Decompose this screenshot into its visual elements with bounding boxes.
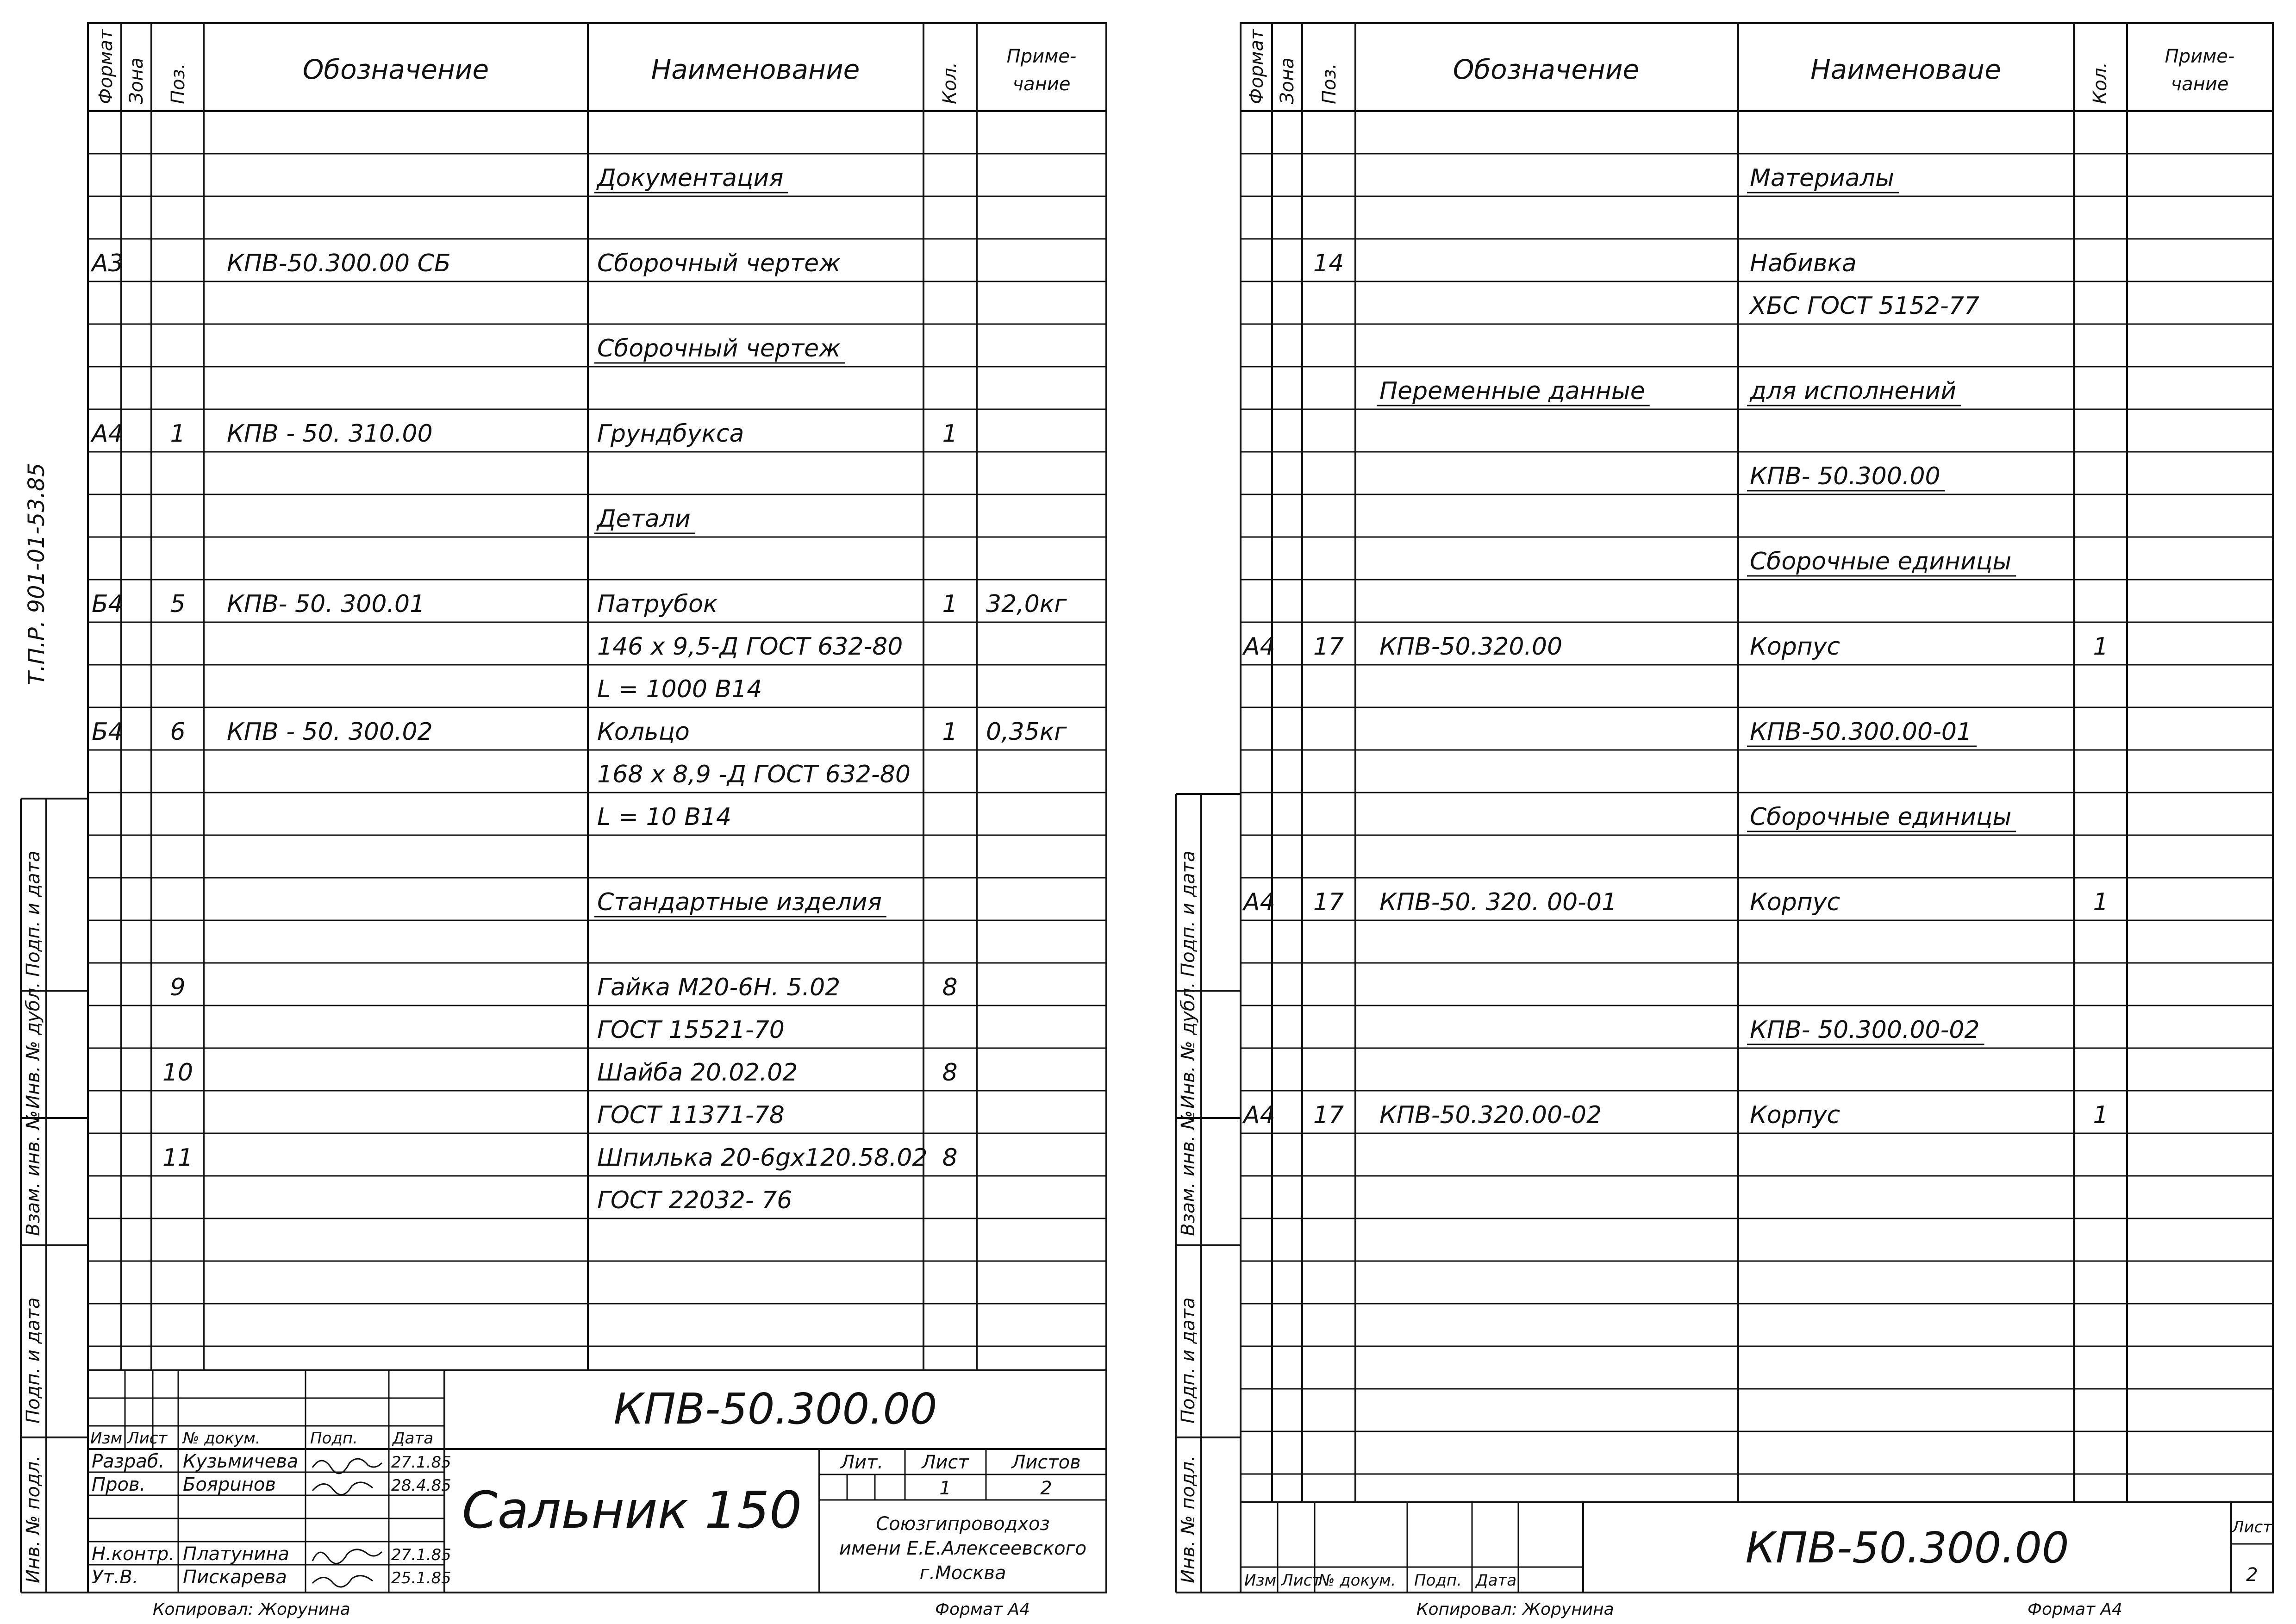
tb-date-checker: 28.4.85 (391, 1476, 451, 1495)
product-title: Сальник 150 (462, 1480, 802, 1540)
cell-section-heading: Стандартные изделия (597, 888, 882, 916)
cell-format: А3 (92, 250, 124, 277)
tb-col-izm: Изм (90, 1429, 123, 1448)
cell-name: Сборочный чертеж (597, 250, 841, 277)
cell-name: Корпус (1750, 633, 1841, 661)
header-pos: Поз. (1319, 63, 1340, 104)
cell-section-heading: для исполнений (1750, 377, 1957, 405)
cell-quantity: 8 (942, 974, 958, 1001)
tb-name-developer: Кузьмичева (183, 1451, 299, 1472)
header-note-1: Приме- (2165, 46, 2235, 67)
cell-section-heading: Сборочные единицы (1750, 548, 2012, 575)
header-note-1: Приме- (1006, 46, 1077, 67)
side-strip (1176, 794, 1241, 1593)
cell-name: L = 10 В14 (597, 803, 732, 831)
signature-developer (312, 1459, 382, 1474)
side-strip (21, 799, 88, 1593)
cell-section-heading: Переменные данные (1379, 377, 1645, 405)
side-label-dup-inv: Инв. № дубл. (1178, 982, 1199, 1109)
tb-date-approver: 25.1.85 (391, 1569, 451, 1587)
cell-note: 0,35кг (986, 718, 1067, 746)
cell-quantity: 1 (942, 420, 958, 448)
cell-format: А4 (1243, 633, 1275, 661)
cell-quantity: 1 (2093, 888, 2109, 916)
cell-quantity: 1 (2093, 633, 2109, 661)
tb-col-list: Лист (1281, 1571, 1322, 1590)
header-name: Наименование (651, 54, 860, 85)
tb-col-doc: № докум. (183, 1429, 261, 1448)
cell-name: 146 х 9,5-Д ГОСТ 632-80 (597, 633, 903, 661)
header-format: Формат (1246, 29, 1267, 104)
cell-designation: КПВ-50.320.00-02 (1379, 1101, 1602, 1129)
cell-name: 168 х 8,9 -Д ГОСТ 632-80 (597, 761, 911, 788)
tb-col-date: Дата (393, 1429, 434, 1448)
tb-sheet-number: 1 (939, 1478, 951, 1499)
tb-name-norm-control: Платунина (183, 1543, 289, 1565)
tb-col-sign: Подп. (310, 1429, 358, 1448)
tb-col-izm: Изм (1244, 1571, 1277, 1590)
cell-name: Шпилька 20-6gх120.58.02 (597, 1144, 928, 1172)
cell-quantity: 1 (942, 590, 958, 618)
side-label-dup-inv: Инв. № дубл. (23, 982, 44, 1109)
cell-section-heading: КПВ- 50.300.00 (1750, 462, 1940, 490)
cell-name: Гайка М20-6Н. 5.02 (597, 974, 841, 1001)
cell-format: А4 (1243, 888, 1275, 916)
cell-section-heading: Сборочный чертеж (597, 335, 841, 362)
header-zone: Зона (126, 57, 147, 104)
cell-section-heading: КПВ- 50.300.00-02 (1750, 1016, 1980, 1044)
header-designation: Обозначение (302, 54, 489, 85)
side-label-orig-inv: Инв. № подл. (1178, 1455, 1199, 1583)
cell-name: ГОСТ 15521-70 (597, 1016, 785, 1044)
side-label-replace-inv: Взам. инв. № (1178, 1110, 1199, 1236)
document-code: КПВ-50.300.00 (1745, 1523, 2069, 1573)
tb-col-list: Лист (127, 1429, 168, 1448)
side-label-replace-inv: Взам. инв. № (23, 1110, 44, 1236)
cell-section-heading: Детали (597, 505, 691, 533)
tb-sheets-total: 2 (1040, 1478, 1052, 1499)
tb-sheet-number: 2 (2246, 1564, 2258, 1586)
header-format: Формат (95, 29, 117, 104)
title-block (1241, 1502, 2273, 1593)
tb-col-doc: № докум. (1318, 1571, 1396, 1590)
cell-designation: КПВ - 50. 300.02 (227, 718, 433, 746)
tb-role-approver: Ут.В. (92, 1567, 138, 1588)
title-block (88, 1370, 1106, 1593)
cell-quantity: 8 (942, 1059, 958, 1087)
header-zone: Зона (1277, 57, 1298, 104)
tb-date-developer: 27.1.85 (391, 1453, 451, 1472)
cell-quantity: 8 (942, 1144, 958, 1172)
tb-organization-1: Союзгипроводхоз (876, 1513, 1050, 1535)
tb-date-norm-control: 27.1.85 (391, 1546, 451, 1564)
cell-designation: КПВ-50.300.00 СБ (227, 250, 451, 277)
cell-position: 14 (1313, 250, 1344, 277)
cell-section-heading: Сборочные единицы (1750, 803, 2012, 831)
header-note-2: чание (2171, 74, 2229, 95)
footer-format: Формат А4 (2028, 1600, 2123, 1619)
cell-name: L = 1000 В14 (597, 675, 762, 703)
spec-table-header (95, 28, 1076, 104)
cell-name: ГОСТ 11371-78 (597, 1101, 785, 1129)
side-label-orig-inv: Инв. № подл. (23, 1455, 44, 1583)
cell-format: А4 (92, 420, 124, 448)
sheet-2-drawing (1148, 0, 2296, 1624)
footer-format: Формат А4 (935, 1600, 1030, 1619)
side-label-sign-date-1: Подп. и дата (1178, 850, 1199, 977)
cell-section-heading: Материалы (1750, 164, 1894, 192)
cell-designation: КПВ- 50. 300.01 (227, 590, 425, 618)
cell-position: 17 (1313, 888, 1344, 916)
header-qty: Кол. (939, 62, 961, 104)
tb-name-checker: Боярuнов (183, 1474, 276, 1495)
tb-role-checker: Пров. (92, 1474, 146, 1495)
cell-format: А4 (1243, 1101, 1275, 1129)
side-label-sign-date-1: Подп. и дата (23, 850, 44, 977)
side-label-sign-date-2: Подп. и дата (1178, 1297, 1199, 1424)
document-code: КПВ-50.300.00 (613, 1384, 937, 1434)
tb-organization-3: г.Москва (919, 1562, 1006, 1584)
header-note-2: чание (1012, 74, 1071, 95)
cell-designation: КПВ-50.320.00 (1379, 633, 1563, 661)
spec-table-header (1246, 28, 2234, 104)
cell-name: Набивка (1750, 250, 1857, 277)
cell-name: Патрубок (597, 590, 718, 618)
cell-position: 6 (170, 718, 186, 746)
cell-section-heading: Документация (597, 164, 784, 192)
cell-quantity: 1 (942, 718, 958, 746)
signature-checker (312, 1482, 373, 1495)
cell-designation: КПВ - 50. 310.00 (227, 420, 433, 448)
tb-col-sign: Подп. (1414, 1571, 1462, 1590)
spec-table-rows (1242, 164, 2109, 1129)
cell-section-heading: КПВ-50.300.00-01 (1750, 718, 1972, 746)
tb-role-norm-control: Н.контр. (92, 1543, 175, 1565)
cell-name: Корпус (1750, 1101, 1841, 1129)
cell-note: 32,0кг (986, 590, 1067, 618)
cell-quantity: 1 (2093, 1101, 2109, 1129)
cell-position: 11 (162, 1144, 193, 1172)
cell-format: Б4 (92, 718, 124, 746)
cell-name: Грундбукса (597, 420, 744, 448)
cell-name: Кольцо (597, 718, 690, 746)
header-designation: Обозначение (1453, 54, 1640, 85)
footer-copied: Копировал: Жорунина (153, 1600, 350, 1619)
spec-table-rows (90, 164, 1067, 1214)
cell-position: 17 (1313, 633, 1344, 661)
tb-organization-2: имени Е.Е.Алексеевского (839, 1538, 1087, 1559)
cell-name: ХБС ГОСТ 5152-77 (1750, 292, 1979, 320)
header-name: Наименоваuе (1810, 54, 2001, 85)
specification-sheet-2 (1148, 0, 2296, 1624)
signature-approver (312, 1576, 373, 1587)
cell-position: 9 (170, 974, 186, 1001)
cell-position: 1 (170, 420, 186, 448)
header-qty: Кол. (2090, 62, 2111, 104)
cell-position: 17 (1313, 1101, 1344, 1129)
cell-position: 5 (170, 590, 186, 618)
tb-name-approver: Пискарева (183, 1567, 287, 1588)
footer-copied: Копировал: Жорунина (1416, 1600, 1614, 1619)
cell-name: Корпус (1750, 888, 1841, 916)
header-pos: Поз. (168, 63, 189, 104)
tb-sheets-label: Листов (1011, 1452, 1081, 1473)
tb-sheet-label: Лист (2232, 1518, 2272, 1537)
tb-col-date: Дата (1476, 1571, 1517, 1590)
tb-lit-label: Лит. (840, 1452, 884, 1473)
signature-norm-control (312, 1549, 382, 1563)
cell-name: ГОСТ 22032- 76 (597, 1187, 792, 1214)
tb-sheet-label: Лист (922, 1452, 969, 1473)
cell-designation: КПВ-50. 320. 00-01 (1379, 888, 1617, 916)
tb-role-developer: Разраб. (92, 1451, 165, 1472)
cell-name: Шайба 20.02.02 (597, 1059, 798, 1087)
cell-position: 10 (162, 1059, 193, 1087)
side-label-sign-date-2: Подп. и дата (23, 1297, 44, 1424)
cell-format: Б4 (92, 590, 124, 618)
margin-code: Т.П.Р. 901-01-53.85 (24, 462, 50, 685)
